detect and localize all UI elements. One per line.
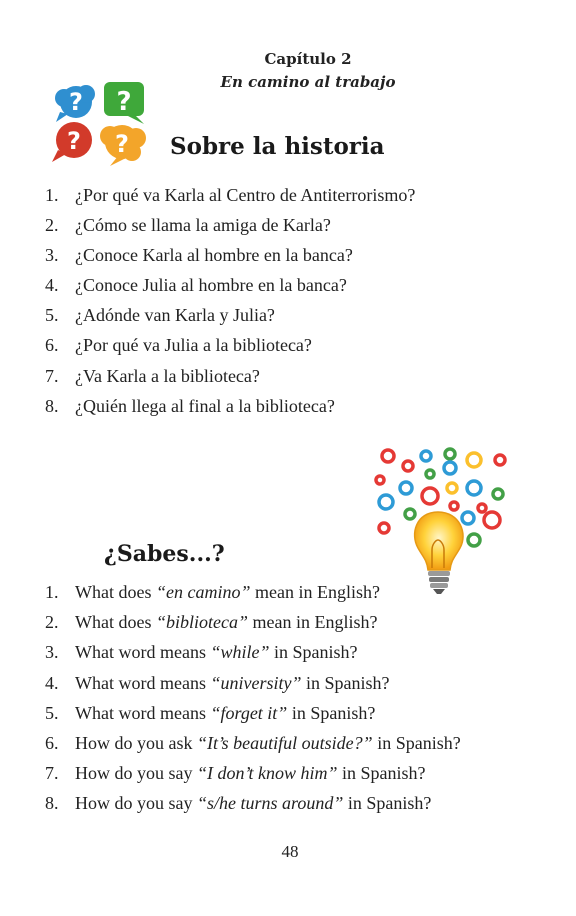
list-item: 2. ¿Cómo se llama la amiga de Karla?: [45, 215, 331, 236]
section-heading-sabes: ¿Sabes...?: [104, 541, 225, 567]
list-item: 7. ¿Va Karla a la biblioteca?: [45, 365, 260, 386]
svg-text:?: ?: [67, 127, 81, 155]
page-number: 48: [281, 842, 299, 861]
sabes-question-list: [45, 577, 461, 819]
list-item: 6. How do you ask “It’s beautiful outside?” in Spanish?: [45, 732, 461, 753]
list-item: 8. ¿Quién llega al final a la biblioteca?: [45, 395, 335, 416]
list-item: 3. What word means “while” in Spanish?: [45, 642, 358, 663]
historia-question-list: [45, 180, 415, 421]
list-item: 5. What word means “forget it” in Spanish?: [45, 702, 376, 723]
svg-text:?: ?: [115, 130, 129, 158]
list-item: 1. What does “en camino” mean in English?: [45, 582, 380, 602]
chapter-label: Capítulo 2: [264, 50, 352, 68]
list-item: 4. What word means “university” in Spanish?: [45, 672, 390, 693]
list-item: 3. ¿Conoce Karla al hombre en la banca?: [45, 245, 353, 266]
question-bubbles-icon: [50, 80, 152, 166]
svg-text:?: ?: [116, 87, 132, 117]
list-item: 5. ¿Adónde van Karla y Julia?: [45, 305, 275, 326]
list-item: 4. ¿Conoce Julia al hombre en la banca?: [45, 275, 347, 296]
list-item: 7. How do you say “I don’t know him” in Spanish?: [45, 763, 426, 784]
chapter-subtitle: En camino al trabajo: [220, 73, 396, 91]
list-item: 6. ¿Por qué va Julia a la biblioteca?: [45, 335, 312, 356]
list-item: 1. ¿Por qué va Karla al Centro de Antiterrorismo?: [45, 185, 416, 205]
lightbulb-ideas-icon: [370, 440, 515, 595]
list-item: 2. What does “biblioteca” mean in English?: [45, 612, 378, 633]
list-item: 8. How do you say “s/he turns around” in Spanish?: [45, 793, 432, 814]
section-heading-historia: Sobre la historia: [170, 133, 385, 160]
svg-text:?: ?: [69, 88, 83, 116]
